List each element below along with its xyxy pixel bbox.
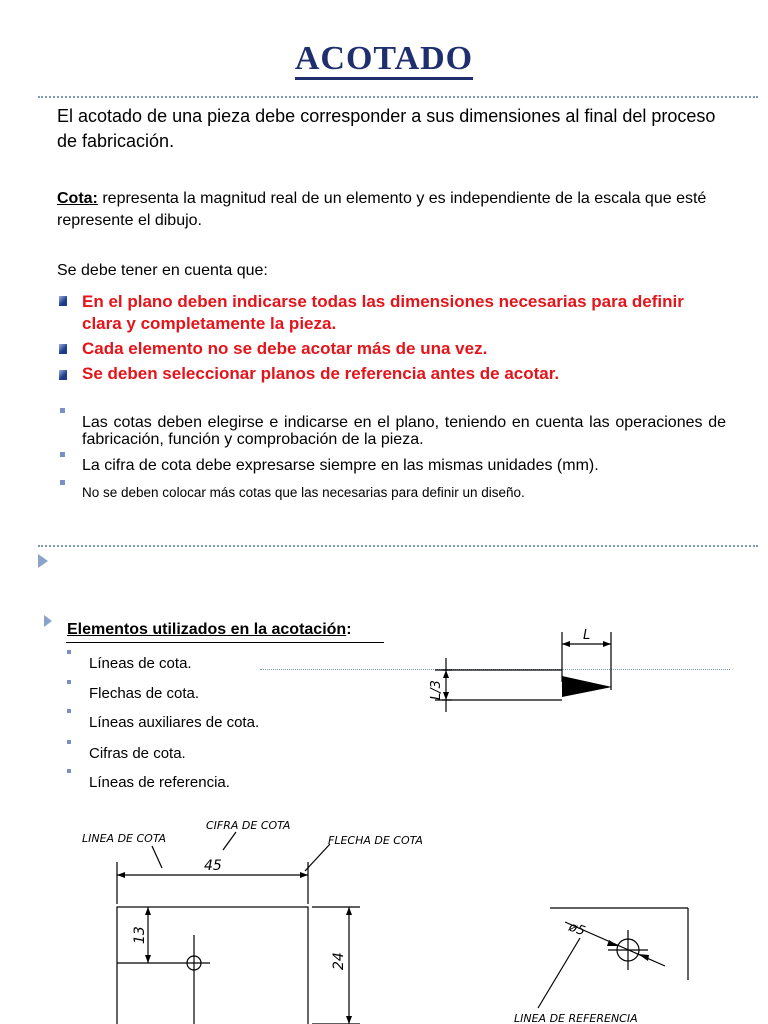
red-bullet-3: Se deben seleccionar planos de referencia antes de acotar. — [82, 364, 560, 383]
element-item: Líneas de cota. — [89, 655, 192, 672]
leader-line — [305, 844, 330, 871]
arrowhead — [346, 1016, 352, 1024]
cifra-de-cota-label: CIFRA DE COTA — [206, 819, 291, 832]
flecha-de-cota-label: FLECHA DE COTA — [328, 834, 423, 847]
bullet-icon — [67, 740, 71, 744]
grey-bullet-2: La cifra de cota debe expresarse siempre en las mismas unidades (mm). — [82, 457, 599, 474]
arrowhead — [638, 954, 649, 961]
elements-heading-colon: : — [346, 621, 352, 638]
lead-text: Se debe tener en cuenta que: — [57, 262, 268, 279]
bullet-icon — [67, 709, 71, 713]
width-value: 45 — [204, 858, 222, 874]
arrow-bullet-icon — [38, 554, 48, 568]
arrow-bullet-icon — [44, 615, 52, 627]
divider — [38, 545, 758, 547]
title-text: ACOTADO — [295, 40, 473, 80]
cota-definition — [57, 188, 737, 232]
height-value: 24 — [331, 952, 347, 970]
cota-term: Cota: — [57, 190, 98, 207]
element-item: Flechas de cota. — [89, 685, 200, 702]
arrowhead — [117, 872, 125, 878]
arrowhead — [562, 641, 570, 647]
bullet-icon — [67, 680, 71, 684]
leader-line — [152, 846, 162, 868]
filled-arrowhead — [562, 676, 612, 697]
intro-paragraph: El acotado de una pieza debe corresponder a sus dimensiones al final del proceso de fabricación. — [57, 106, 716, 151]
linea-de-referencia-label: LINEA DE REFERENCIA — [514, 1012, 638, 1024]
element-item: Líneas de referencia. — [89, 774, 230, 791]
heading-underline — [66, 642, 384, 643]
top-label: L — [583, 628, 591, 643]
divider — [38, 96, 758, 98]
bullet-icon — [67, 769, 71, 773]
arrowhead — [145, 955, 151, 963]
bullet-icon — [60, 480, 65, 485]
elements-heading-text: Elementos utilizados en la acotación — [67, 621, 347, 638]
elements-heading — [67, 621, 352, 639]
bullet-icon — [59, 344, 67, 354]
element-item: Líneas auxiliares de cota. — [89, 714, 260, 731]
bullet-icon — [59, 370, 67, 380]
element-item: Cifras de cota. — [89, 745, 186, 762]
diameter-value: ø5 — [566, 919, 588, 940]
arrowhead — [145, 907, 151, 915]
grey-bullet-1: Las cotas deben elegirse e indicarse en el plano, teniendo en cuenta las operaciones de fabricación, función y comprobación de la pieza. — [82, 414, 726, 448]
leader-line — [538, 938, 580, 1008]
bullet-icon — [60, 408, 65, 413]
grey-bullet-3: No se deben colocar más cotas que las necesarias para definir un diseño. — [82, 485, 525, 500]
arrowhead — [346, 907, 352, 915]
bullet-icon — [59, 296, 67, 306]
page-title — [0, 40, 768, 78]
bullet-icon — [67, 650, 71, 654]
diameter-reference-drawing — [500, 900, 700, 1024]
red-bullet-1: En el plano deben indicarse todas las dimensiones necesarias para definir clara y completamente la pieza. — [82, 292, 684, 333]
part-outline — [117, 907, 308, 1024]
arrow-dimension-figure — [420, 620, 620, 720]
bullet-icon — [60, 452, 65, 457]
leader-line — [223, 832, 236, 850]
red-bullet-2: Cada elemento no se debe acotar más de una vez. — [82, 339, 488, 358]
arrowhead — [603, 641, 611, 647]
linea-de-cota-label: LINEA DE COTA — [82, 832, 167, 845]
side-label: L/3 — [429, 680, 444, 700]
small-value: 13 — [132, 926, 148, 944]
dimensioned-part-drawing — [60, 810, 480, 1024]
arrowhead — [443, 670, 449, 678]
arrowhead — [300, 872, 308, 878]
cota-text: representa la magnitud real de un elemento y es independiente de la escala que esté represente el dibujo. — [57, 190, 707, 229]
